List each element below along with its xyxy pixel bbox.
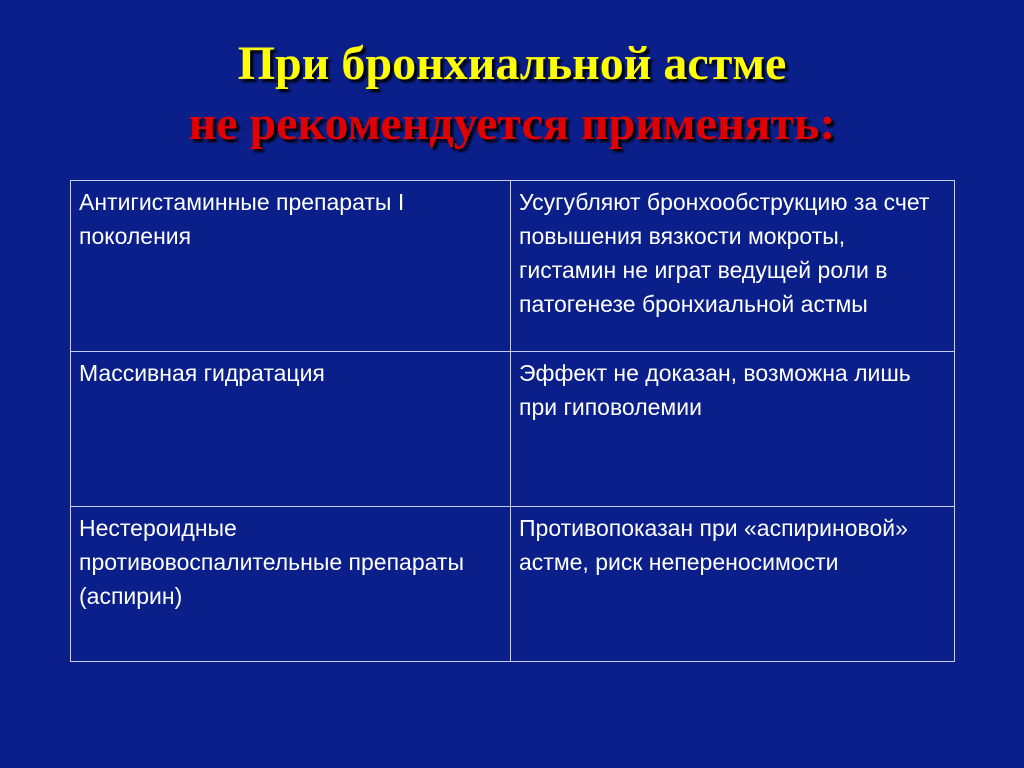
title-line-1: При бронхиальной астме	[237, 37, 787, 90]
table-row	[71, 181, 955, 352]
slide-title	[0, 34, 1024, 154]
drug-cell: Нестероидные противовоспалительные препараты (аспирин)	[71, 507, 511, 662]
reason-cell: Эффект не доказан, возможна лишь при гиповолемии	[511, 352, 955, 507]
drug-cell: Антигистаминные препараты I поколения	[71, 181, 511, 352]
reason-cell: Усугубляют бронхообструкцию за счет повышения вязкости мокроты, гистамин не играт ведущей роли в патогенезе бронхиальной астмы	[511, 181, 955, 352]
title-line-2: не рекомендуется применять:	[188, 97, 836, 150]
drug-cell: Массивная гидратация	[71, 352, 511, 507]
reason-cell: Противопоказан при «аспириновой» астме, риск непереносимости	[511, 507, 955, 662]
contraindications-table	[70, 180, 955, 662]
table-row	[71, 507, 955, 662]
table-row	[71, 352, 955, 507]
